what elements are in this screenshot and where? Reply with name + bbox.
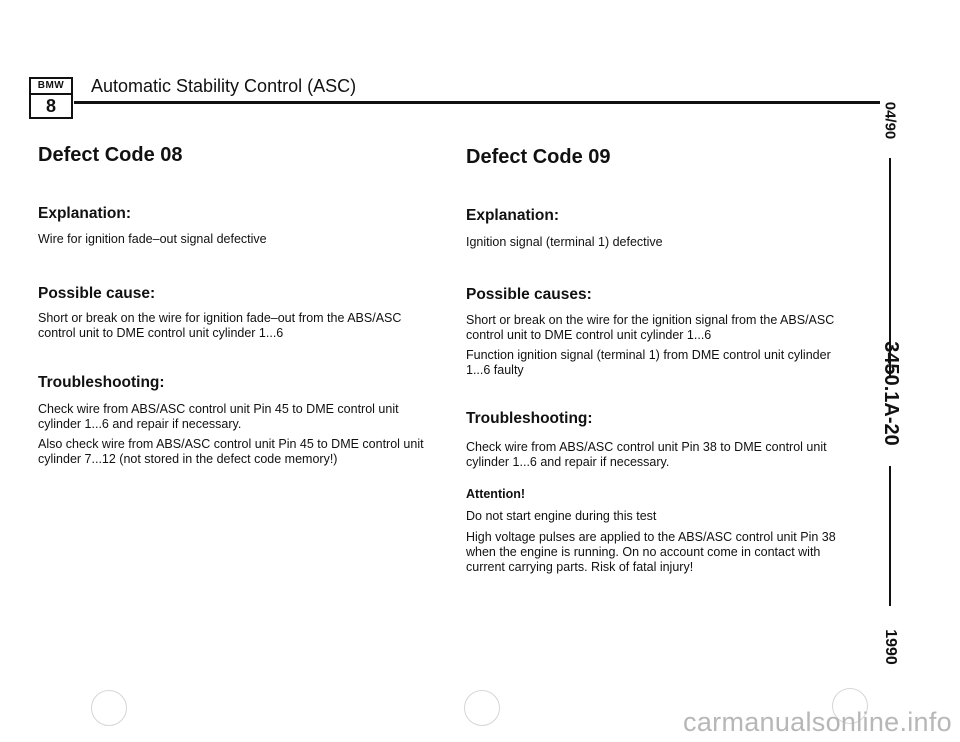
cause-text-09-p1: Short or break on the wire for the ignition signal from the ABS/ASC control unit to DME control unit cylinder 1...6 <box>466 313 835 342</box>
cause-heading-08: Possible cause: <box>38 285 156 302</box>
page-header-title: Automatic Stability Control (ASC) <box>91 76 357 96</box>
troubleshooting-text-08-p2: Also check wire from ABS/ASC control unit Pin 45 to DME control unit cylinder 7...12 (not stored in the defect code memory!) <box>38 437 424 466</box>
margin-date <box>872 90 908 150</box>
cause-text-08: Short or break on the wire for ignition fade–out from the ABS/ASC control unit to DME control unit cylinder 1...6 <box>38 311 402 340</box>
attention-text-p1: Do not start engine during this test <box>466 509 657 523</box>
margin-rule-2 <box>889 466 891 606</box>
header-divider <box>74 101 880 104</box>
troubleshooting-text-08-p1: Check wire from ABS/ASC control unit Pin 45 to DME control unit cylinder 1...6 and repair if necessary. <box>38 402 399 431</box>
margin-date-text: 04/90 <box>881 101 899 139</box>
explanation-text-08: Wire for ignition fade–out signal defective <box>38 232 267 246</box>
explanation-heading-09: Explanation: <box>466 207 560 224</box>
margin-doc-number-text: 3450.1A-20 <box>879 340 902 446</box>
attention-heading: Attention! <box>466 487 526 501</box>
margin-index-strip <box>872 90 908 680</box>
explanation-text-09: Ignition signal (terminal 1) defective <box>466 235 663 249</box>
defect-code-08-title: Defect Code 08 <box>38 144 183 166</box>
troubleshooting-heading-08: Troubleshooting: <box>38 374 165 391</box>
margin-doc-number <box>872 328 908 458</box>
binder-hole-left <box>91 690 127 726</box>
site-watermark: carmanualsonline.info <box>683 707 952 737</box>
badge-series: 8 <box>45 96 56 116</box>
cause-heading-09: Possible causes: <box>466 286 592 303</box>
badge-brand: BMW <box>31 79 71 95</box>
margin-year <box>872 617 908 677</box>
bmw-series-badge <box>29 77 73 119</box>
defect-code-09-title: Defect Code 09 <box>466 146 611 168</box>
attention-text-p2: High voltage pulses are applied to the ABS/ASC control unit Pin 38 when the engine is running. On no account come in contact with current carrying parts. Risk of fatal injury! <box>466 530 836 574</box>
troubleshooting-heading-09: Troubleshooting: <box>466 410 593 427</box>
margin-year-text: 1990 <box>882 629 899 665</box>
explanation-heading-08: Explanation: <box>38 205 132 222</box>
troubleshooting-text-09: Check wire from ABS/ASC control unit Pin 38 to DME control unit cylinder 1...6 and repair if necessary. <box>466 440 827 469</box>
binder-hole-center <box>464 690 500 726</box>
cause-text-09-p2: Function ignition signal (terminal 1) from DME control unit cylinder 1...6 faulty <box>466 348 831 377</box>
